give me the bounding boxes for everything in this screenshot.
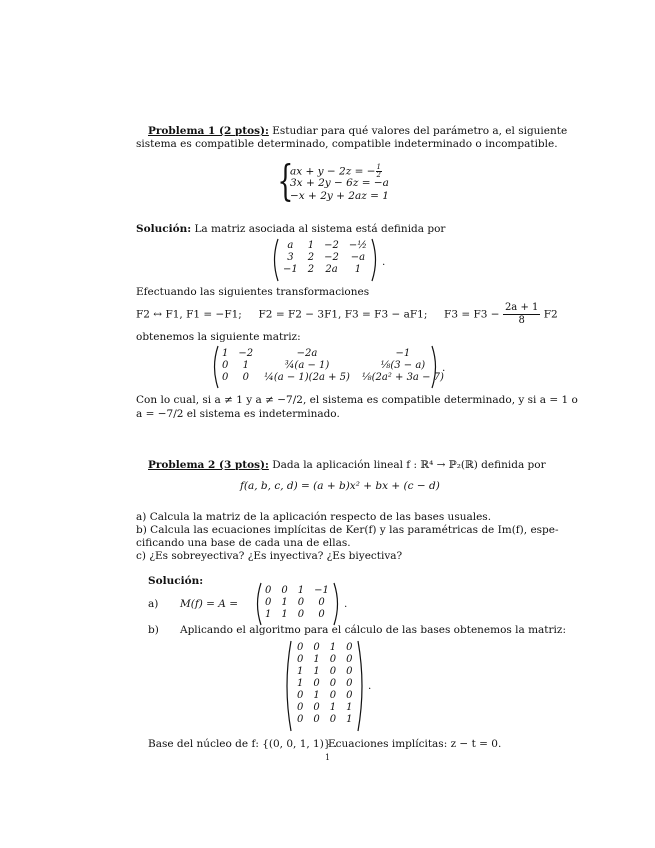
p1-matrix1-right-paren bbox=[370, 238, 380, 282]
p1-title: Problema 1 (2 ptos): bbox=[148, 125, 269, 137]
p2-question-c: c) ¿Es sobreyectiva? ¿Es inyectiva? ¿Es biyectiva? bbox=[136, 550, 403, 562]
p2-matrixB: 0 0 1 0 0 1 0 0 1 1 0 0 1 0 0 0 0 1 0 0 0 0 1 1 0 0 0 1 bbox=[297, 642, 353, 725]
p1-solution-line bbox=[136, 223, 445, 235]
p1-transf-line bbox=[136, 302, 558, 327]
p1-matrix2-period: . bbox=[442, 362, 446, 374]
p2-intro: Dada la aplicación lineal f : ℝ⁴ → ℙ₂(ℝ) definida por bbox=[272, 459, 546, 471]
p1-obt-text: obtenemos la siguiente matriz: bbox=[136, 331, 301, 343]
p2-b-label: b) bbox=[148, 624, 159, 636]
p2-matrixB-right-paren bbox=[356, 640, 366, 732]
p2-formula: f(a, b, c, d) = (a + b)x² + bx + (c − d) bbox=[240, 480, 440, 492]
p1-transf-text: Efectuando las siguientes transformaciones bbox=[136, 286, 370, 298]
p1-transf-1: F2 ↔ F1, F1 = −F1; bbox=[136, 308, 242, 321]
p1-matrix2: 1 −2 −2a −1 0 1 ¾(a − 1) ⅛(3 − a) 0 0 ¼(a − 1)(2a + 5) ⅛(2a² + 3a − 7) bbox=[222, 348, 444, 383]
p1-matrix2-right-paren bbox=[430, 345, 440, 389]
p1-eq2: 3x + 2y − 6z = −a bbox=[290, 177, 389, 189]
p1-transf-frac: $\frac{2a + 1}{8}$ bbox=[504, 302, 539, 326]
p2-title: Problema 2 (3 ptos): bbox=[148, 459, 269, 471]
p1-eq3: −x + 2y + 2az = 1 bbox=[290, 190, 389, 202]
p2-implicit-text: Ecuaciones implícitas: z − t = 0. bbox=[328, 738, 502, 750]
p2-matrixA: 0 0 1 −1 0 1 0 0 1 1 0 0 bbox=[265, 585, 329, 620]
p1-heading bbox=[148, 125, 567, 137]
p1-sol-text: La matriz asociada al sistema está definida por bbox=[194, 223, 446, 235]
p1-conclusion-2: a = −7/2 el sistema es indeterminado. bbox=[136, 408, 340, 420]
p1-eq1-frac: $\frac{1}{2}$ bbox=[376, 163, 382, 179]
p2-sol-label: Solución: bbox=[148, 575, 204, 587]
p2-a-label: a) bbox=[148, 598, 159, 610]
p2-heading bbox=[148, 459, 546, 471]
p1-transf-3a: F3 = F3 − bbox=[444, 308, 500, 321]
p1-transf-2: F2 = F2 − 3F1, F3 = F3 − aF1; bbox=[258, 308, 428, 321]
p1-eq1-text: ax + y − 2z = − bbox=[290, 165, 376, 178]
p1-intro-2: sistema es compatible determinado, compatible indeterminado o incompatible. bbox=[136, 138, 558, 150]
page-number: 1 bbox=[325, 753, 331, 762]
p2-base-text: Base del núcleo de f: {(0, 0, 1, 1)} . bbox=[148, 738, 338, 750]
p1-matrix1: a 1 −2 −½ 3 2 −2 −a −1 2 2a 1 bbox=[283, 240, 367, 275]
p1-intro-1: Estudiar para qué valores del parámetro a, el siguiente bbox=[272, 125, 568, 137]
p2-b-text: Aplicando el algoritmo para el cálculo de las bases obtenemos la matriz: bbox=[180, 624, 566, 636]
p1-sol-label: Solución: bbox=[136, 223, 192, 235]
p2-a-expr: M(f) = A = bbox=[180, 598, 239, 610]
p2-matrixB-period: . bbox=[368, 680, 372, 692]
p2-question-b1: b) Calcula las ecuaciones implícitas de Ker(f) y las paramétricas de Im(f), espe- bbox=[136, 524, 559, 536]
p1-transf-3b: F2 bbox=[543, 308, 558, 321]
p1-conclusion-1: Con lo cual, si a ≠ 1 y a ≠ −7/2, el sistema es compatible determinado, y si a = 1 o bbox=[136, 394, 578, 406]
p1-system-brace: { bbox=[277, 156, 294, 205]
p2-question-b2: cificando una base de cada una de ellas. bbox=[136, 537, 351, 549]
p1-matrix1-period: . bbox=[382, 256, 386, 268]
p2-question-a: a) Calcula la matriz de la aplicación respecto de las bases usuales. bbox=[136, 511, 492, 523]
p2-matrixA-period: . bbox=[344, 598, 348, 610]
p2-matrixA-right-paren bbox=[332, 582, 342, 626]
